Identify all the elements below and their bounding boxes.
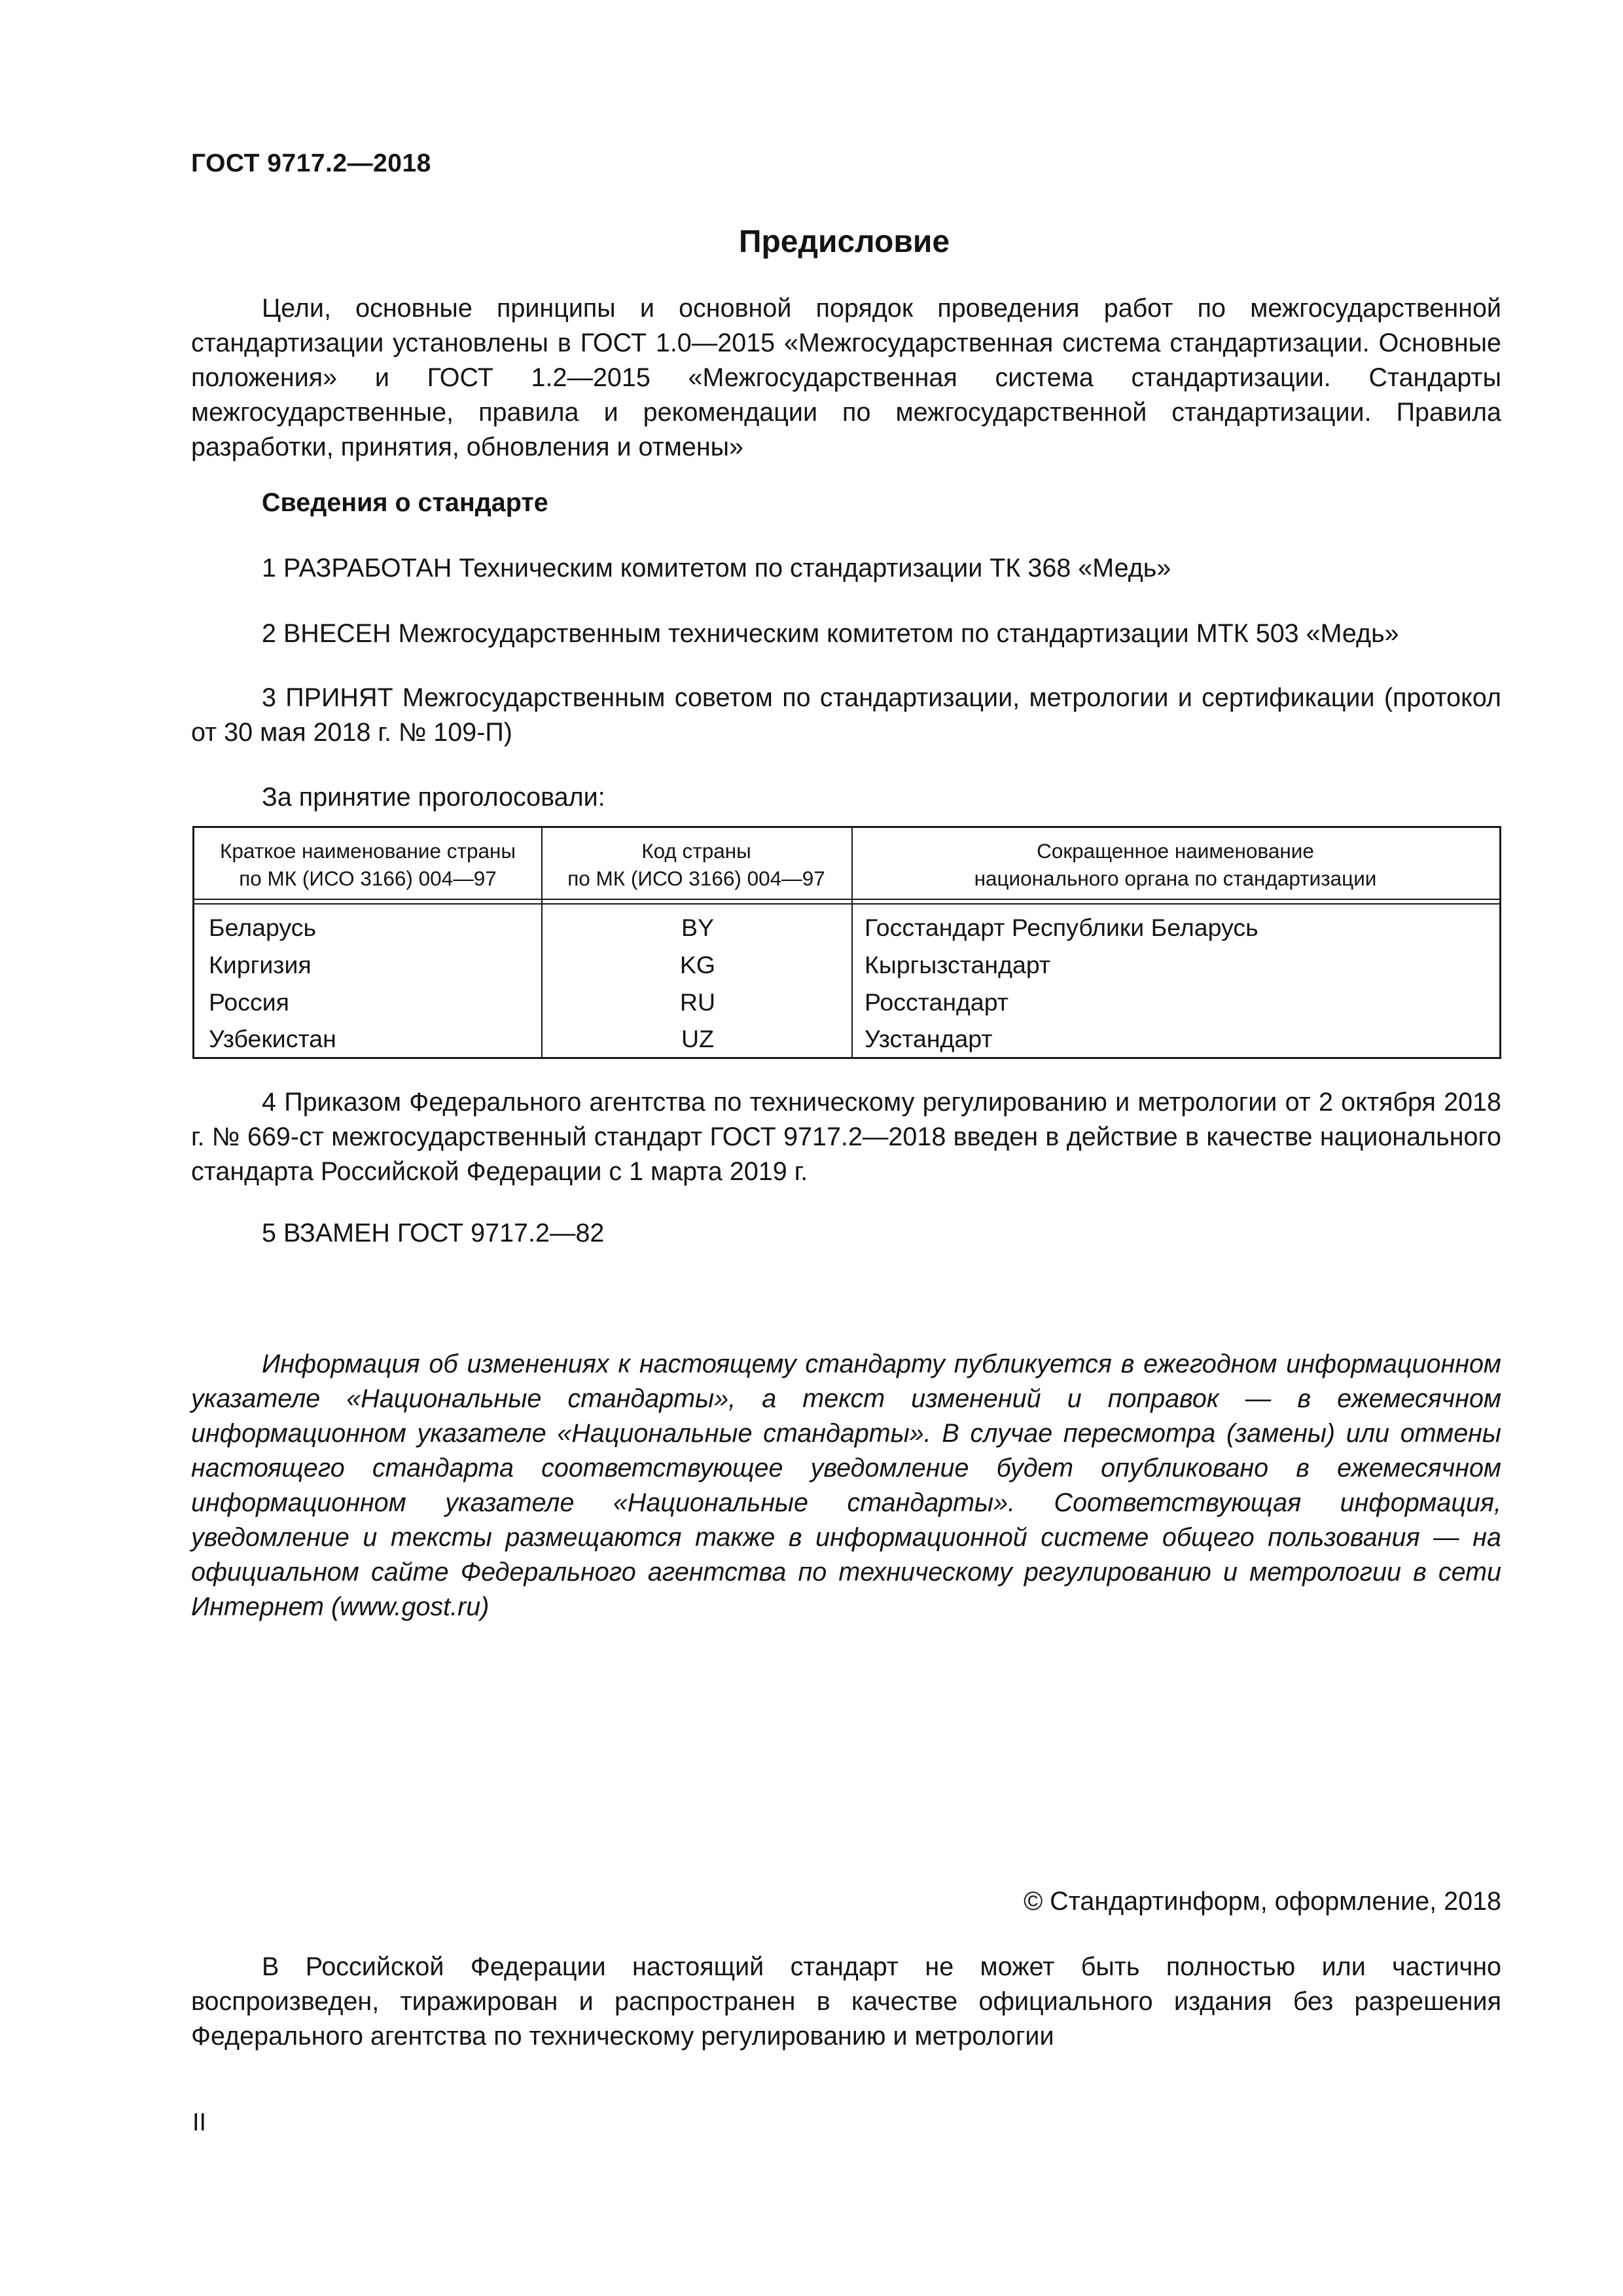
table-header-code: Код страны по МК (ИСО 3166) 004—97 <box>567 839 825 890</box>
info-notice: Информация об изменениях к настоящему стандарту публикуется в ежегодном информационном указателе «Национальные стандарты», а текст изменений и поправок — в ежемесячном информационном указателе «Национальные стандарты». В случае пересмотра (замены) или отмены настоящего стандарта соответствующее уведомление будет опубликовано в ежемесячном информационном указателе «Национальные стандарты». Соответствующая информация, уведомление и тексты размещаются также в информационной системе общего пользования — на официальном сайте Федерального агентства по техническому регулированию и метрологии в сети Интернет (www.gost.ru) <box>191 1350 1501 1621</box>
item-replaces: 5 ВЗАМЕН ГОСТ 9717.2—82 <box>262 1219 605 1247</box>
item-developed: 1 РАЗРАБОТАН Техническим комитетом по стандартизации ТК 368 «Медь» <box>262 554 1171 583</box>
voting-table <box>192 826 1501 1059</box>
table-cell-body: Госстандарт Республики Беларусь <box>865 914 1258 941</box>
table-cell-country: Беларусь <box>209 914 317 941</box>
table-header-divider <box>194 903 1499 905</box>
table-header-body: Сокращенное наименование национального органа по стандартизации <box>974 839 1377 890</box>
table-cell-code: BY <box>681 914 715 941</box>
table-cell-body: Узстандарт <box>865 1025 993 1052</box>
voted-label: За принятие проголосовали: <box>262 783 605 812</box>
table-header-divider <box>194 899 1499 900</box>
item-submitted: 2 ВНЕСЕН Межгосударственным техническим комитетом по стандартизации МТК 503 «Медь» <box>262 619 1399 648</box>
table-cell-code: UZ <box>681 1025 714 1052</box>
page-title: Предисловие <box>738 224 950 259</box>
table-header-country: Краткое наименование страны по МК (ИСО 3166) 004—97 <box>219 839 516 890</box>
table-cell-code: RU <box>679 988 716 1016</box>
item-adopted: 3 ПРИНЯТ Межгосударственным советом по стандартизации, метрологии и сертификации (протокол от 30 мая 2018 г. № 109-П) <box>191 683 1501 747</box>
copyright-line: © Стандартинформ, оформление, 2018 <box>1024 1887 1501 1916</box>
table-cell-body: Росстандарт <box>865 988 1008 1016</box>
intro-paragraph: Цели, основные принципы и основной порядок проведения работ по межгосударственной стандартизации установлены в ГОСТ 1.0—2015 «Межгосударственная система стандартизации. Основные положения» и ГОСТ 1.2—2015 «Межгосударственная система стандартизации. Стандарты межгосударственные, правила и рекомендации по межгосударственной стандартизации. Правила разработки, принятия, обновления и отмены» <box>191 294 1501 461</box>
section-heading: Сведения о стандарте <box>262 488 548 517</box>
table-cell-country: Киргизия <box>209 951 312 978</box>
item-enacted: 4 Приказом Федерального агентства по техническому регулированию и метрологии от 2 октября 2018 г. № 669-ст межгосударственный стандарт ГОСТ 9717.2—2018 введен в действие в качестве национального стандарта Российской Федерации с 1 марта 2019 г. <box>191 1088 1501 1186</box>
table-cell-country: Узбекистан <box>209 1025 336 1052</box>
page-number: II <box>192 2109 207 2136</box>
table-cell-body: Кыргызстандарт <box>865 951 1051 978</box>
document-code: ГОСТ 9717.2—2018 <box>191 149 431 177</box>
table-cell-country: Россия <box>209 988 289 1016</box>
reproduction-notice: В Российской Федерации настоящий стандарт не может быть полностью или частично воспроизведен, тиражирован и распространен в качестве официального издания без разрешения Федерального агентства по техническому регулированию и метрологии <box>191 1952 1501 2051</box>
table-cell-code: KG <box>679 951 716 978</box>
